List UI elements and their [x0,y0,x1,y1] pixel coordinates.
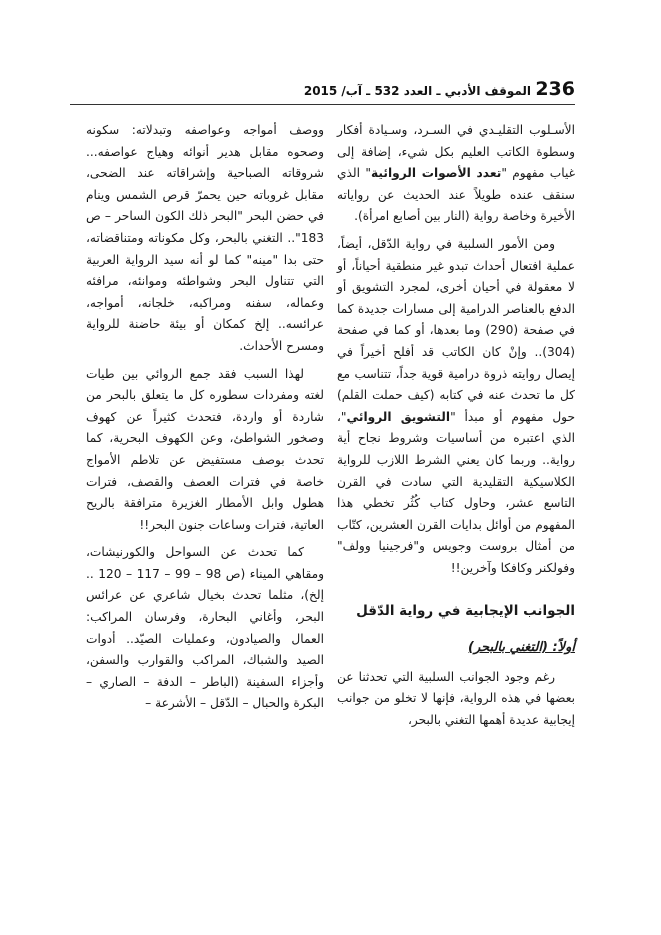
left-paragraph-2: لهذا السبب فقد جمع الروائي بين طيات لغته ومفردات سطوره كل ما يتعلق بالبحر من شاردة أو واردة، فتحدث كثيراً عن كهوف وصخور الشواطئ، وعن الكهوف البحرية، كما تحدث بوصف مستفيض عن تلاطم الأمواج خاصة في فترات العصف والقصف، فترات هطول وابل الأمطار الغزيرة مترافقة بالريح العاتية، فترات وساعات جنون البحر!! [86,366,324,532]
left-column [86,120,324,715]
bold-term-polyphony: تعدد الأصوات الروائية [371,166,502,181]
subheading-text: أولاً: (التغني بالبحر) [468,640,575,656]
bold-term-suspense: التشويق الروائي [346,409,451,424]
page-header [70,76,575,102]
text-run: " الذي سنقف عنده طويلاً عند الحديث عن رواياته الأخيرة وخاصة رواية (النار بين أصابع امرأة). [337,166,575,224]
section-subheading [337,637,575,659]
text-run: ومن الأمور السلبية في رواية الدّقل، أيضاً، عملية افتعال أحداث تبدو غير منطقية أحياناً، أو لا معقولة في أحيان أخرى، لمجرد التشويق أو الدفع بالعناصر الدرامية إلى مسارات جديدة كما في صفحة (290) وما بعدها، أو كما في صفحة (304).. وإنْ كان الكاتب قد أفلح أخيراً في إيصال روايته ذروة درامية قوية جداً، تتناسب مع كل ما تحدث عنه في كتابه (كيف حملت القلم) حول مفهوم أو مبدأ " [337,236,576,424]
text-run: الأسـلوب التقليـدي في السـرد، وسـيادة أفكار وسطوة الكاتب العليم بكل شيء، إضافة إلى غياب مفهوم " [337,123,575,181]
issue-line: الموقف الأدبي ـ العدد 532 ـ آب/ 2015 [303,84,531,98]
page-number: 236 [535,78,575,100]
right-column [337,120,575,731]
header-rule [70,104,575,105]
right-paragraph-2 [337,234,575,580]
left-paragraph-1: ووصف أمواجه وعواصفه وتبدلاته: سكونه وصحوه مقابل هدير أنوائه وهياج عواصفه... شروقاته الصباحية وإشراقاته عند الضحى، مقابل غروباته حين يحمرّ قرص الشمس وينام في حضن البحر "البحر ذلك الكون الساحر – ص 183".. التغني بالبحر، وكل مكوناته ومتناقضاته، حتى بدا "مينه" كما لو أنه سيد الرواية العربية التي تتناول البحر وشواطئه وموانئه، مرافئه وعماله، سفنه ومراكبه، خلجانه، أمواجه، عرائسه.. إلخ كمكان أو بيئة حاضنة للرواية ومسرح الأحداث. [86,123,324,353]
right-paragraph-1 [337,120,575,228]
section-heading: الجوانب الإيجابية في رواية الدّقل [356,603,575,620]
text-run: "، الذي اعتبره من أساسيات وشروط نجاح أية رواية.. وربما كان يعني الشرط اللازب للرواية الكلاسيكية التقليدية التي سادت في القرن التاسع عشر، وحاول كتاب كُثُر تخطي هذا المفهوم من أوائل بدايات القرن العشرين، كتّاب من أمثال بروست وجويس و"فرجينيا وولف" وفولكنر وكافكا وآخرين!! [337,409,575,575]
right-paragraph-3: رغم وجود الجوانب السلبية التي تحدثنا عن بعضها في هذه الرواية، فإنها لا تخلو من جوانب إيجابية عديدة أهمها التغني بالبحر، [337,669,575,727]
left-paragraph-3: كما تحدث عن السواحل والكورنيشات، ومقاهي الميناء (ص 98 – 99 – 117 – 120 .. إلخ)، مثلما تحدث بخيال شاعري عن عرائس البحر، وأغاني البحارة، وفرسان المراكب: العمال والصيادون، وعمليات الصيّد.. أدوات الصيد والشباك، المراكب والقوارب والسفن، وأجزاء السفينة (الباطر – الدفة – الصاري – البكرة والحبال – الدّقل – الأشرعة – [86,545,325,711]
